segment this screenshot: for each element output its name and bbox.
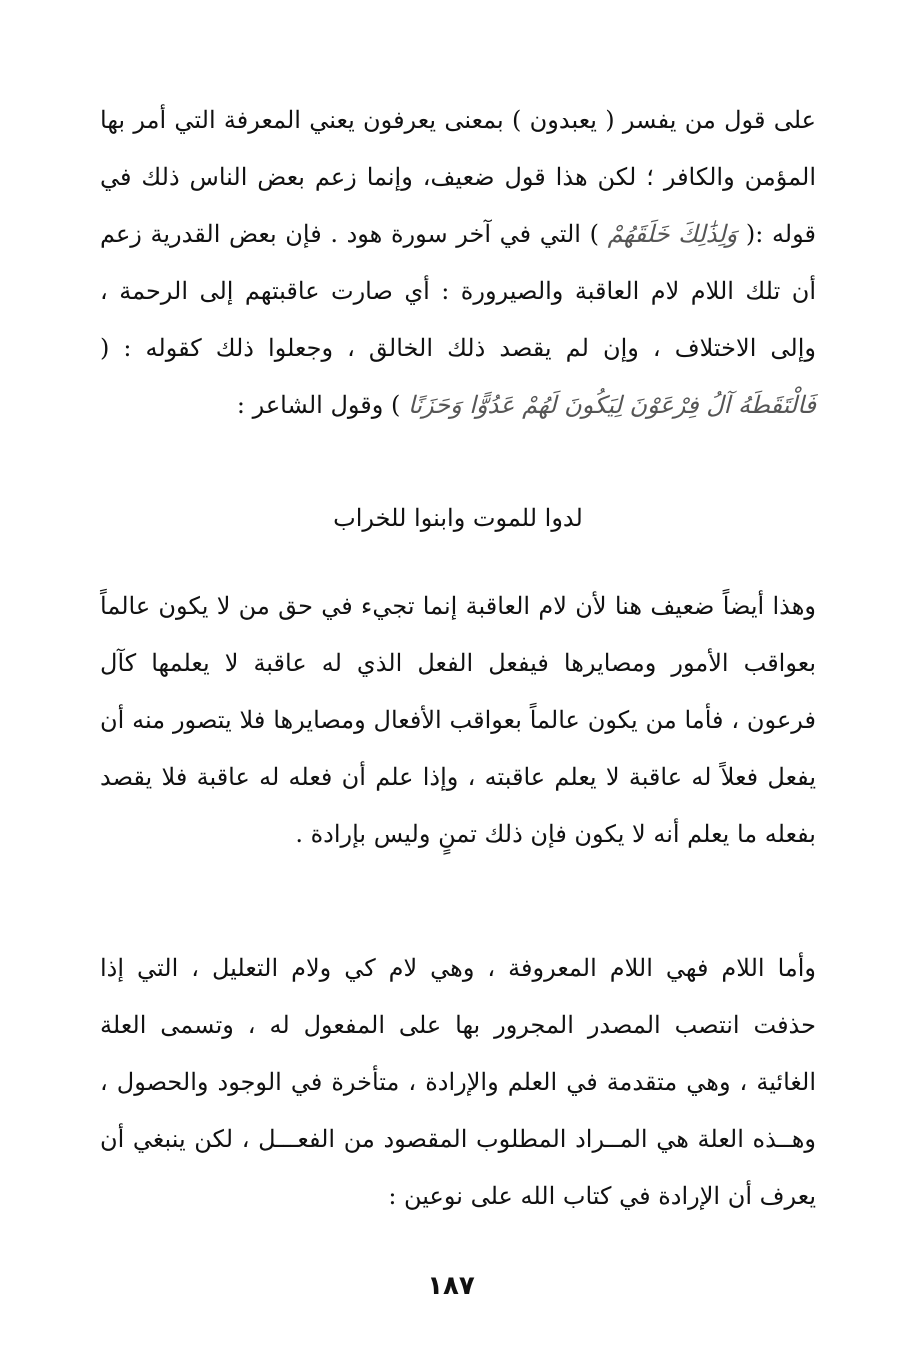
paragraph-1-text-c: ) وقول الشاعر : bbox=[236, 391, 401, 419]
quran-quote-1: وَلِذَٰلِكَ خَلَقَهُمْ bbox=[607, 220, 738, 248]
poetry-verse: لدوا للموت وابنوا للخراب bbox=[333, 504, 583, 532]
paragraph-3: وأما اللام فهي اللام المعروفة ، وهي لام كي ولام التعليل ، التي إذا حذفت انتصب المصدر المجرور بها على المفعول له ، وتسمى العلة الغائية ، وهي متقدمة في العلم والإرادة ، متأخرة في الوجود والحصول ، وهــذه العلة هي المــراد المطلوب المقصود من الفعـــل ، لكن ينبغي أن يعرف أن الإرادة في كتاب الله على نوعين : bbox=[100, 954, 816, 1210]
paragraph-1-text-a: على قول من يفسر ( يعبدون ) بمعنى يعرفون يعني المعرفة التي أمر بها المؤمن والكافر ؛ لكن هذا قول ضعيف، وإنما زعم بعض الناس ذلك في قوله :( bbox=[100, 106, 816, 248]
quran-quote-2: فَالْتَقَطَهُ آلُ فِرْعَوْنَ لِيَكُونَ لَهُمْ عَدُوًّا وَحَزَنًا bbox=[408, 391, 816, 419]
paragraph-1 bbox=[100, 92, 816, 434]
page-number: ١٨٧ bbox=[427, 1271, 475, 1301]
paragraph-2: وهذا أيضاً ضعيف هنا لأن لام العاقبة إنما تجيء في حق من لا يكون عالماً بعواقب الأمور ومصايرها فيفعل الفعل الذي له عاقبة لا يعلمها كآل فرعون ، فأما من يكون عالماً بعواقب الأفعال ومصايرها فلا يتصور منه أن يفعل فعلاً له عاقبة لا يعلم عاقبته ، وإذا علم أن فعله له عاقبة فلا يقصد بفعله ما يعلم أنه لا يكون فإن ذلك تمنٍ وليس بإرادة . bbox=[100, 592, 816, 848]
paragraph-1-text-b: ) التي في آخر سورة هود . فإن بعض القدرية زعم أن تلك اللام لام العاقبة والصيرورة : أي صارت عاقبتهم إلى الرحمة ، وإلى الاختلاف ، وإن لم يقصد ذلك الخالق ، وجعلوا ذلك كقوله : ( bbox=[100, 220, 816, 362]
